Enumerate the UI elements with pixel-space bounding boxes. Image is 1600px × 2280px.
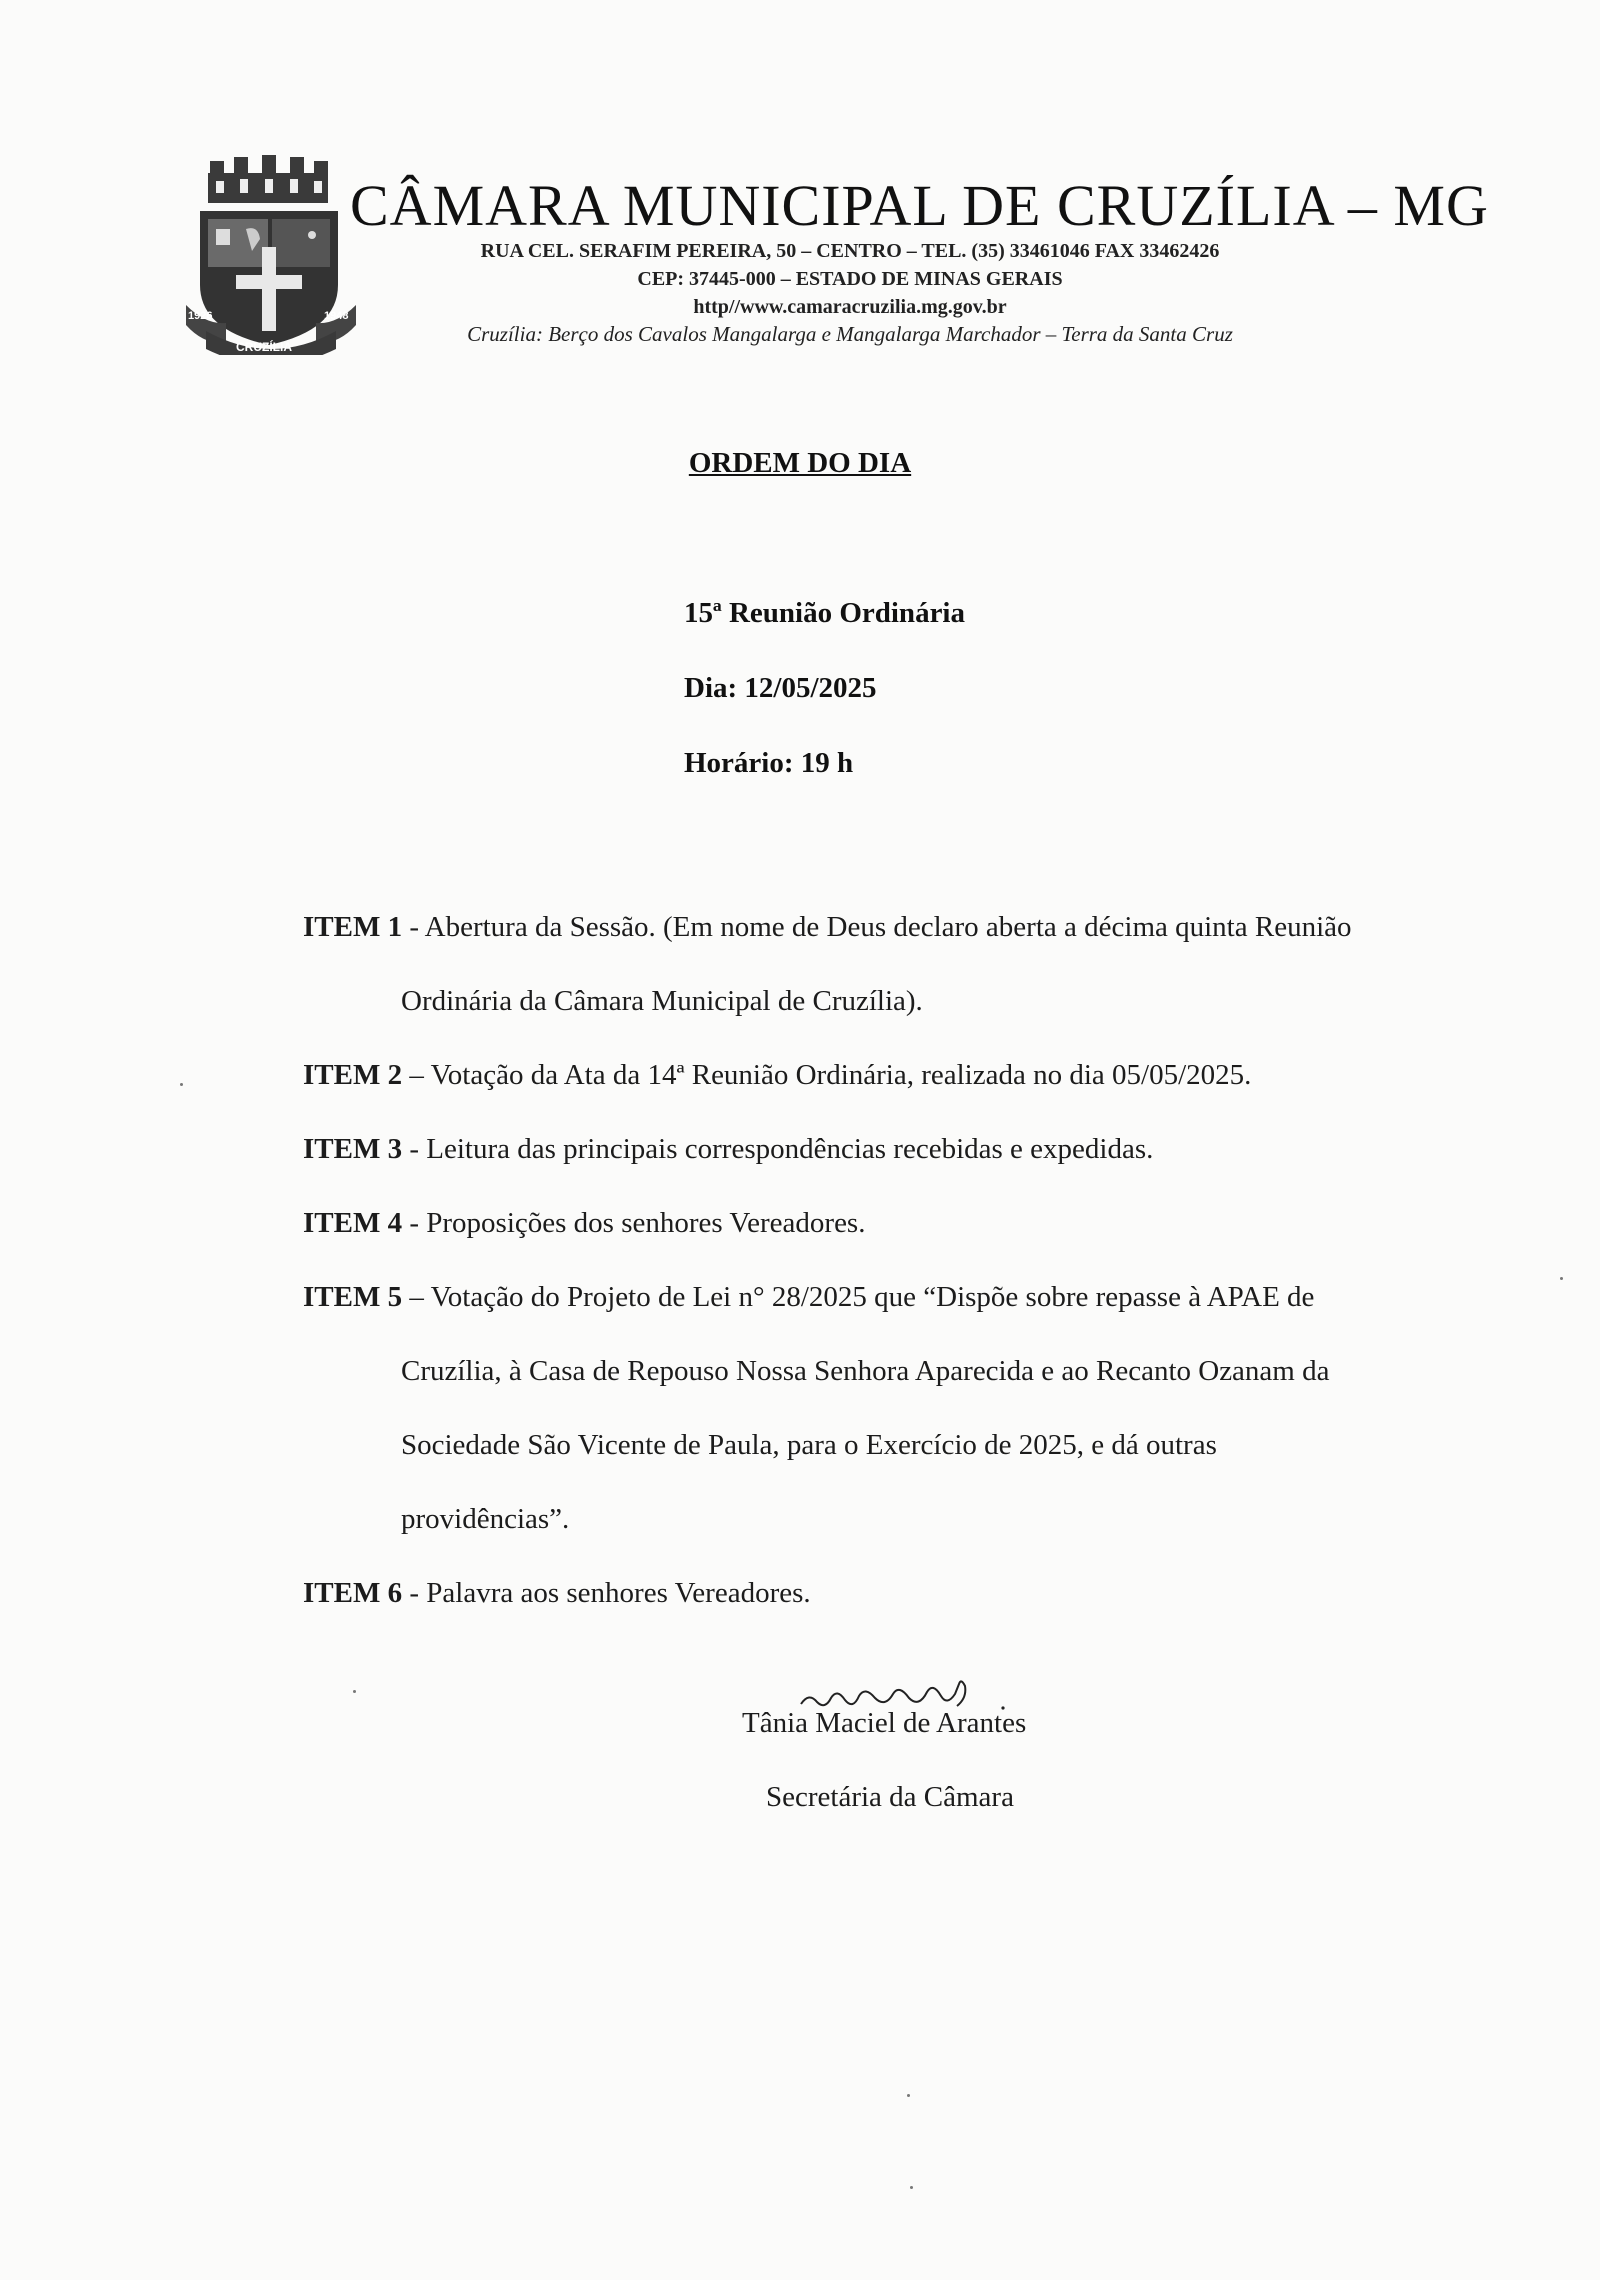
session-time: Horário: 19 h	[684, 747, 854, 779]
item-text: Votação do Projeto de Lei n° 28/2025 que “Dispõe sobre repasse à APAE de	[430, 1281, 1315, 1313]
scan-speck	[180, 1083, 183, 1086]
item-separator: –	[402, 1281, 431, 1313]
item-continuation: providências”.	[401, 1503, 570, 1535]
scan-speck	[910, 2186, 913, 2189]
signer-name: Tânia Maciel de Arantes	[742, 1707, 1027, 1739]
signer-role: Secretária da Câmara	[766, 1781, 1014, 1813]
session-name: 15ª Reunião Ordinária	[684, 597, 965, 629]
agenda-item-5	[303, 1260, 1493, 1556]
item-separator: -	[402, 1577, 427, 1609]
scan-speck	[353, 1690, 356, 1693]
agenda-item-6	[303, 1556, 1493, 1630]
item-continuation: Cruzília, à Casa de Repouso Nossa Senhora Aparecida e ao Recanto Ozanam da	[401, 1355, 1330, 1387]
agenda-item-4	[303, 1186, 1493, 1260]
item-text: Leitura das principais correspondências recebidas e expedidas.	[426, 1133, 1154, 1165]
item-label: ITEM 4	[303, 1207, 403, 1239]
item-label: ITEM 3	[303, 1133, 403, 1165]
session-date: Dia: 12/05/2025	[684, 672, 877, 704]
item-separator: –	[402, 1059, 431, 1091]
item-label: ITEM 1	[303, 911, 403, 943]
item-separator: -	[402, 1207, 427, 1239]
crest-year-left: 1926	[188, 310, 213, 322]
scan-speck	[907, 2094, 910, 2097]
item-text: Proposições dos senhores Vereadores.	[426, 1207, 866, 1239]
scan-speck	[1560, 1277, 1563, 1280]
document-title: ORDEM DO DIA	[688, 447, 912, 479]
header-motto: Cruzília: Berço dos Cavalos Mangalarga e Mangalarga Marchador – Terra da Santa Cruz	[467, 322, 1233, 346]
header-website: http//www.camaracruzilia.mg.gov.br	[693, 296, 1007, 318]
item-text: Palavra aos senhores Vereadores.	[426, 1577, 811, 1609]
item-text: Abertura da Sessão. (Em nome de Deus declaro aberta a décima quinta Reunião	[424, 911, 1352, 943]
agenda-item-1	[303, 890, 1493, 1038]
item-continuation: Ordinária da Câmara Municipal de Cruzília).	[401, 985, 923, 1017]
header-address: RUA CEL. SERAFIM PEREIRA, 50 – CENTRO – TEL. (35) 33461046 FAX 33462426	[480, 240, 1220, 262]
item-separator: -	[402, 911, 425, 943]
item-text: Votação da Ata da 14ª Reunião Ordinária, realizada no dia 05/05/2025.	[430, 1059, 1252, 1091]
crest-year-right: 1948	[324, 310, 349, 322]
agenda-item-3	[303, 1112, 1493, 1186]
item-label: ITEM 2	[303, 1059, 403, 1091]
agenda-item-2	[303, 1038, 1493, 1112]
agenda-items	[303, 890, 1493, 1630]
crest-ribbon-text: CRUZÍLIA	[236, 340, 292, 354]
item-label: ITEM 5	[303, 1281, 403, 1313]
item-label: ITEM 6	[303, 1577, 403, 1609]
item-continuation: Sociedade São Vicente de Paula, para o Exercício de 2025, e dá outras	[401, 1429, 1217, 1461]
header-cep: CEP: 37445-000 – ESTADO DE MINAS GERAIS	[637, 268, 1063, 290]
item-separator: -	[402, 1133, 427, 1165]
chamber-name: CÂMARA MUNICIPAL DE CRUZÍLIA – MG	[350, 173, 1489, 238]
